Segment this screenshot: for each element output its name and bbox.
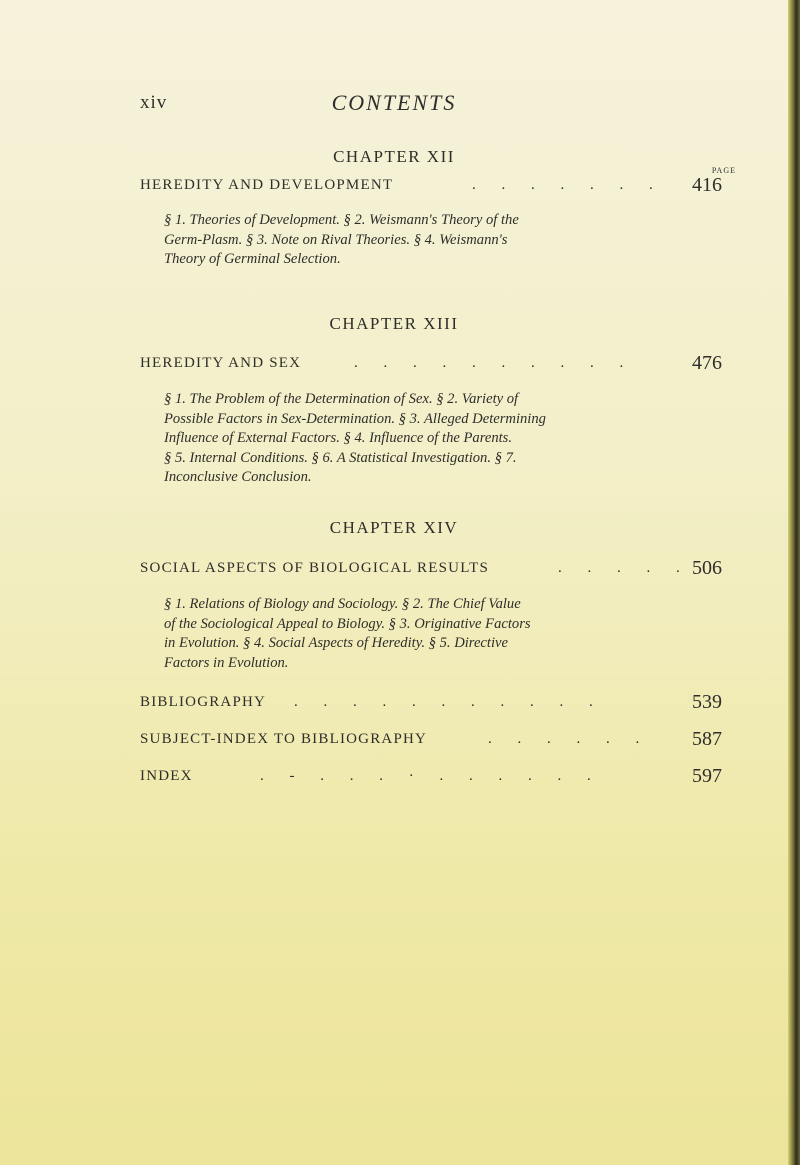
toc-entry-page: 587 (692, 728, 722, 750)
synopsis-line: § 1. Relations of Biology and Sociology. § 2. The Chief Value (164, 596, 521, 612)
synopsis-line: of the Sociological Appeal to Biology. § 3. Originative Factors (164, 615, 531, 632)
chapter-heading: CHAPTER XII (333, 147, 455, 166)
toc-entry-title: HEREDITY AND SEX (140, 355, 302, 371)
chapter-heading: CHAPTER XIII (329, 314, 459, 333)
chapter-synopsis (164, 211, 712, 270)
toc-entry-title: BIBLIOGRAPHY (140, 694, 267, 710)
dot-leaders: . . . . . . . . . . (354, 355, 635, 371)
synopsis-line: Theory of Germinal Selection. (164, 251, 341, 268)
synopsis-line: Influence of External Factors. § 4. Influence of the Parents. (164, 430, 512, 447)
dot-leaders: . . . . . (558, 560, 691, 576)
chapter-synopsis (164, 595, 712, 673)
toc-entry[interactable] (140, 174, 722, 203)
toc-entry-title: HEREDITY AND DEVELOPMENT (140, 177, 394, 193)
toc-entry-title: SOCIAL ASPECTS OF BIOLOGICAL RESULTS (140, 560, 490, 576)
book-spine-edge (788, 0, 800, 1165)
toc-entry[interactable] (140, 352, 722, 381)
chapter-heading: CHAPTER XIV (329, 518, 459, 537)
chapter-synopsis (164, 390, 712, 488)
toc-entry-subject-index[interactable] (140, 728, 722, 757)
synopsis-line: in Evolution. § 4. Social Aspects of Heredity. § 5. Directive (164, 635, 508, 652)
toc-entry-index[interactable] (140, 765, 722, 794)
synopsis-line: § 1. The Problem of the Determination of Sex. § 2. Variety of (164, 391, 519, 407)
toc-entry-page: 597 (692, 765, 722, 787)
dot-leaders: . . . . . . . (472, 177, 664, 193)
synopsis-line: Germ-Plasm. § 3. Note on Rival Theories. § 4. Weismann's (164, 231, 508, 248)
toc-entry-bibliography[interactable] (140, 691, 722, 720)
toc-entry-page: 506 (692, 557, 722, 579)
dot-leaders: . . . . . . . . . . . (294, 694, 604, 710)
toc-entry-title: INDEX (140, 768, 193, 784)
page-column-label: PAGE (711, 166, 736, 175)
toc-entry-page: 539 (692, 691, 722, 713)
page-folio: xiv (140, 92, 168, 113)
synopsis-line: Possible Factors in Sex-Determination. § 3. Alleged Determining (164, 410, 546, 427)
synopsis-line: § 1. Theories of Development. § 2. Weismann's Theory of the (164, 212, 519, 228)
toc-entry-page: 416 (692, 174, 722, 196)
dot-leaders: . . . . . . (488, 731, 651, 747)
synopsis-line: § 5. Internal Conditions. § 6. A Statistical Investigation. § 7. (164, 449, 517, 466)
running-title: CONTENTS (331, 90, 457, 115)
dot-leaders: . - . . . · . . . . . . (260, 768, 602, 784)
synopsis-line: Factors in Evolution. (164, 654, 289, 671)
toc-entry[interactable] (140, 557, 722, 586)
page-header (0, 92, 788, 122)
synopsis-line: Inconclusive Conclusion. (164, 469, 312, 486)
toc-entry-page: 476 (692, 352, 722, 374)
toc-entry-title: SUBJECT-INDEX TO BIBLIOGRAPHY (140, 731, 428, 747)
